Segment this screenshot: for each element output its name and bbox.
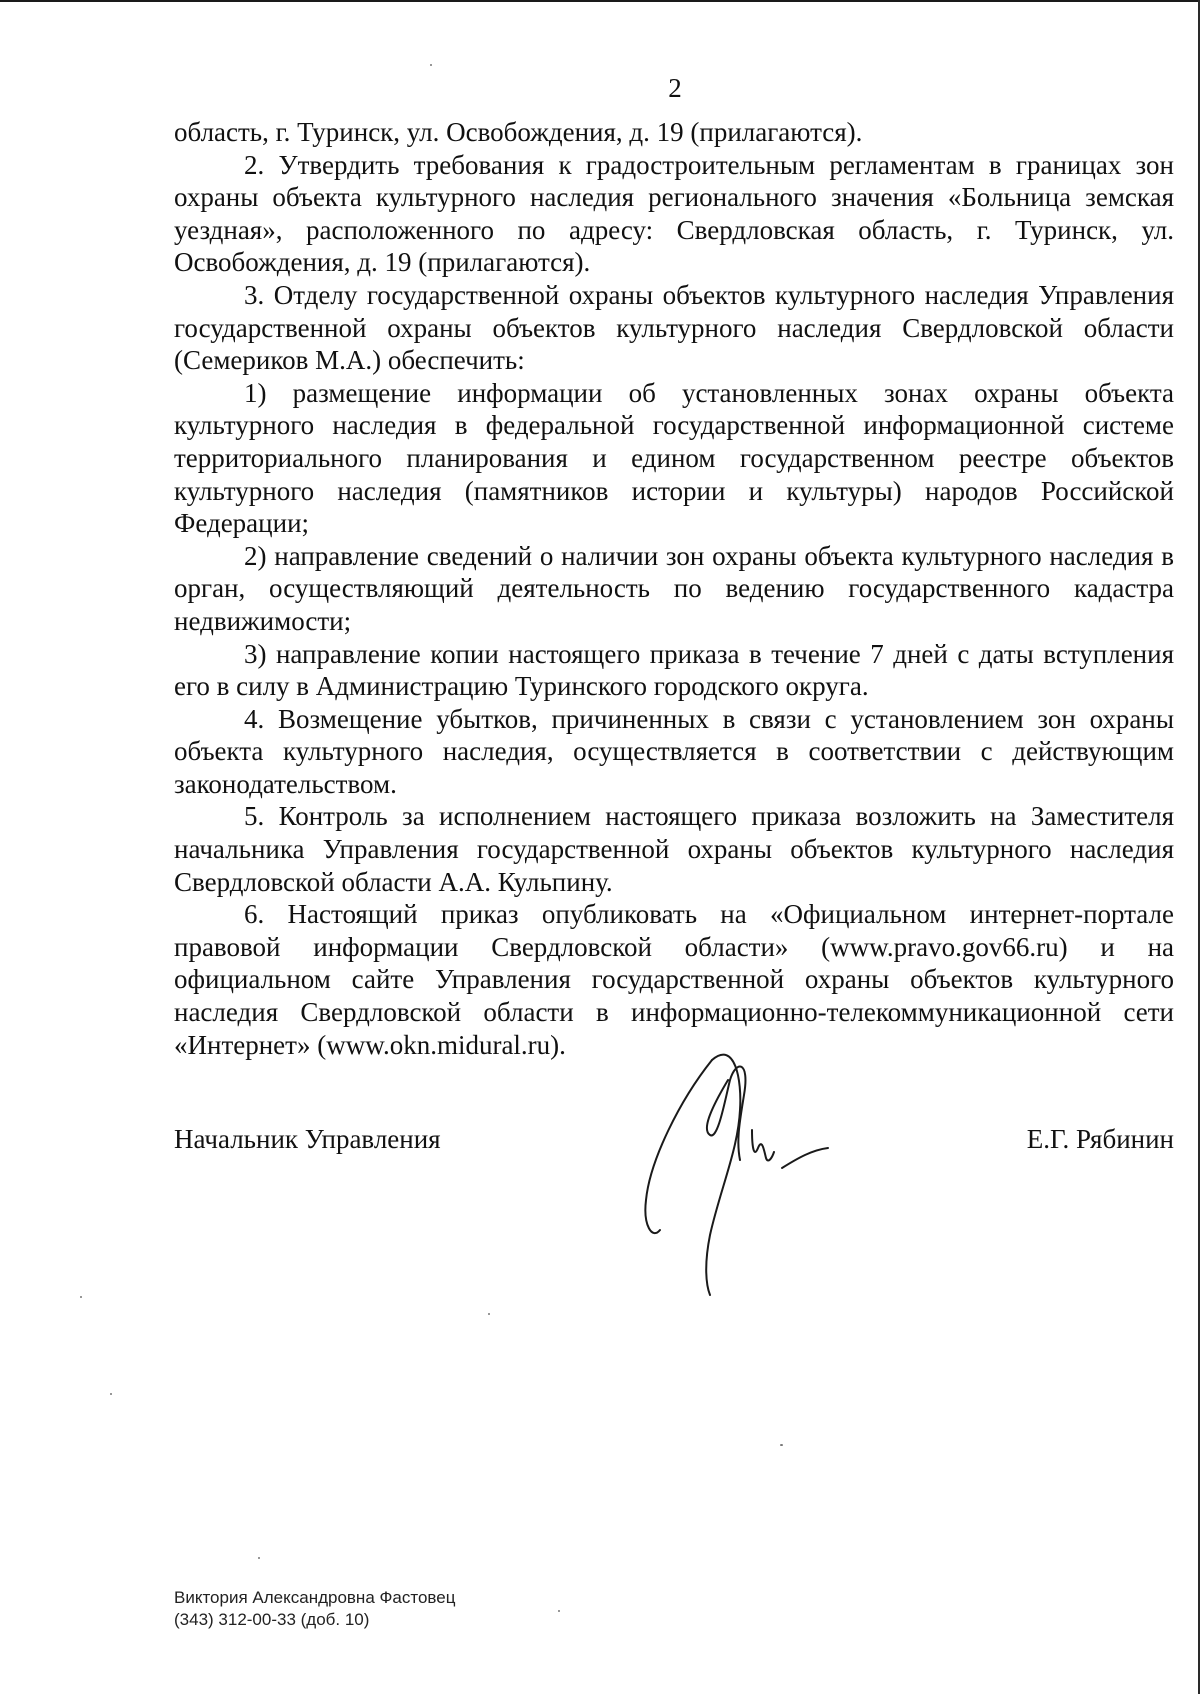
paragraph-item-5: 5. Контроль за исполнением настоящего приказа возложить на Заместителя начальника Управления государственной охраны объектов культурного наследия Свердловской области А.А. Кульпину. — [174, 801, 1174, 897]
footer-contact-name: Виктория Александровна Фастовец — [174, 1588, 456, 1607]
footer-contact-phone: (343) 312-00-33 (доб. 10) — [174, 1610, 370, 1629]
paragraph-subitem-3: 3) направление копии настоящего приказа в течение 7 дней с даты вступления его в силу в Администрацию Туринского городского округа. — [174, 638, 1174, 702]
paragraph-item-2: 2. Утвердить требования к градостроительным регламентам в границах зон охраны объекта культурного наследия регионального значения «Больница земская уездная», расположенного по адресу: Свердловская область, г. Туринск, ул. Освобождения, д. 19 (прилагаются). — [174, 149, 1174, 278]
paragraph-item-6: 6. Настоящий приказ опубликовать на «Официальном интернет-портале правовой информации Свердловской области» (www.pravo.gov66.ru) и на официальном сайте Управления государственной охраны объектов культурного наследия Свердловской области в информационно-телекоммуникационной сети «Интернет» (www.okn.midural.ru). — [174, 899, 1174, 1060]
handwritten-signature — [640, 1040, 880, 1300]
scan-edge-top — [0, 0, 1200, 2]
scan-speck — [558, 1610, 560, 1612]
scan-speck — [430, 64, 432, 66]
scan-speck — [110, 1393, 112, 1395]
paragraph-item-3: 3. Отделу государственной охраны объектов культурного наследия Управления государственной охраны объектов культурного наследия Свердловской области (Семериков М.А.) обеспечить: — [174, 279, 1174, 376]
page-number: 2 — [668, 73, 682, 103]
document-body — [174, 116, 1174, 1061]
scan-speck — [258, 1557, 260, 1559]
paragraph-subitem-2: 2) направление сведений о наличии зон охраны объекта культурного наследия в орган, осуществляющий деятельность по ведению государственного кадастра недвижимости; — [174, 540, 1174, 636]
paragraph-item-4: 4. Возмещение убытков, причиненных в связи с установлением зон охраны объекта культурного наследия, осуществляется в соответствии с действующим законодательством. — [174, 703, 1174, 799]
scan-speck — [780, 1444, 783, 1446]
paragraph-continuation: область, г. Туринск, ул. Освобождения, д. 19 (прилагаются). — [174, 117, 863, 147]
footer-contact — [174, 1587, 455, 1631]
paragraph-subitem-1: 1) размещение информации об установленных зонах охраны объекта культурного наследия в федеральной государственной информационной системе территориального планирования и едином государственном реестре объектов культурного наследия (памятников истории и культуры) народов Российской Федерации; — [174, 377, 1174, 539]
scan-speck — [80, 1296, 82, 1298]
signer-name: Е.Г. Рябинин — [1026, 1124, 1174, 1154]
scan-speck — [488, 1313, 490, 1315]
signer-title: Начальник Управления — [174, 1124, 441, 1154]
